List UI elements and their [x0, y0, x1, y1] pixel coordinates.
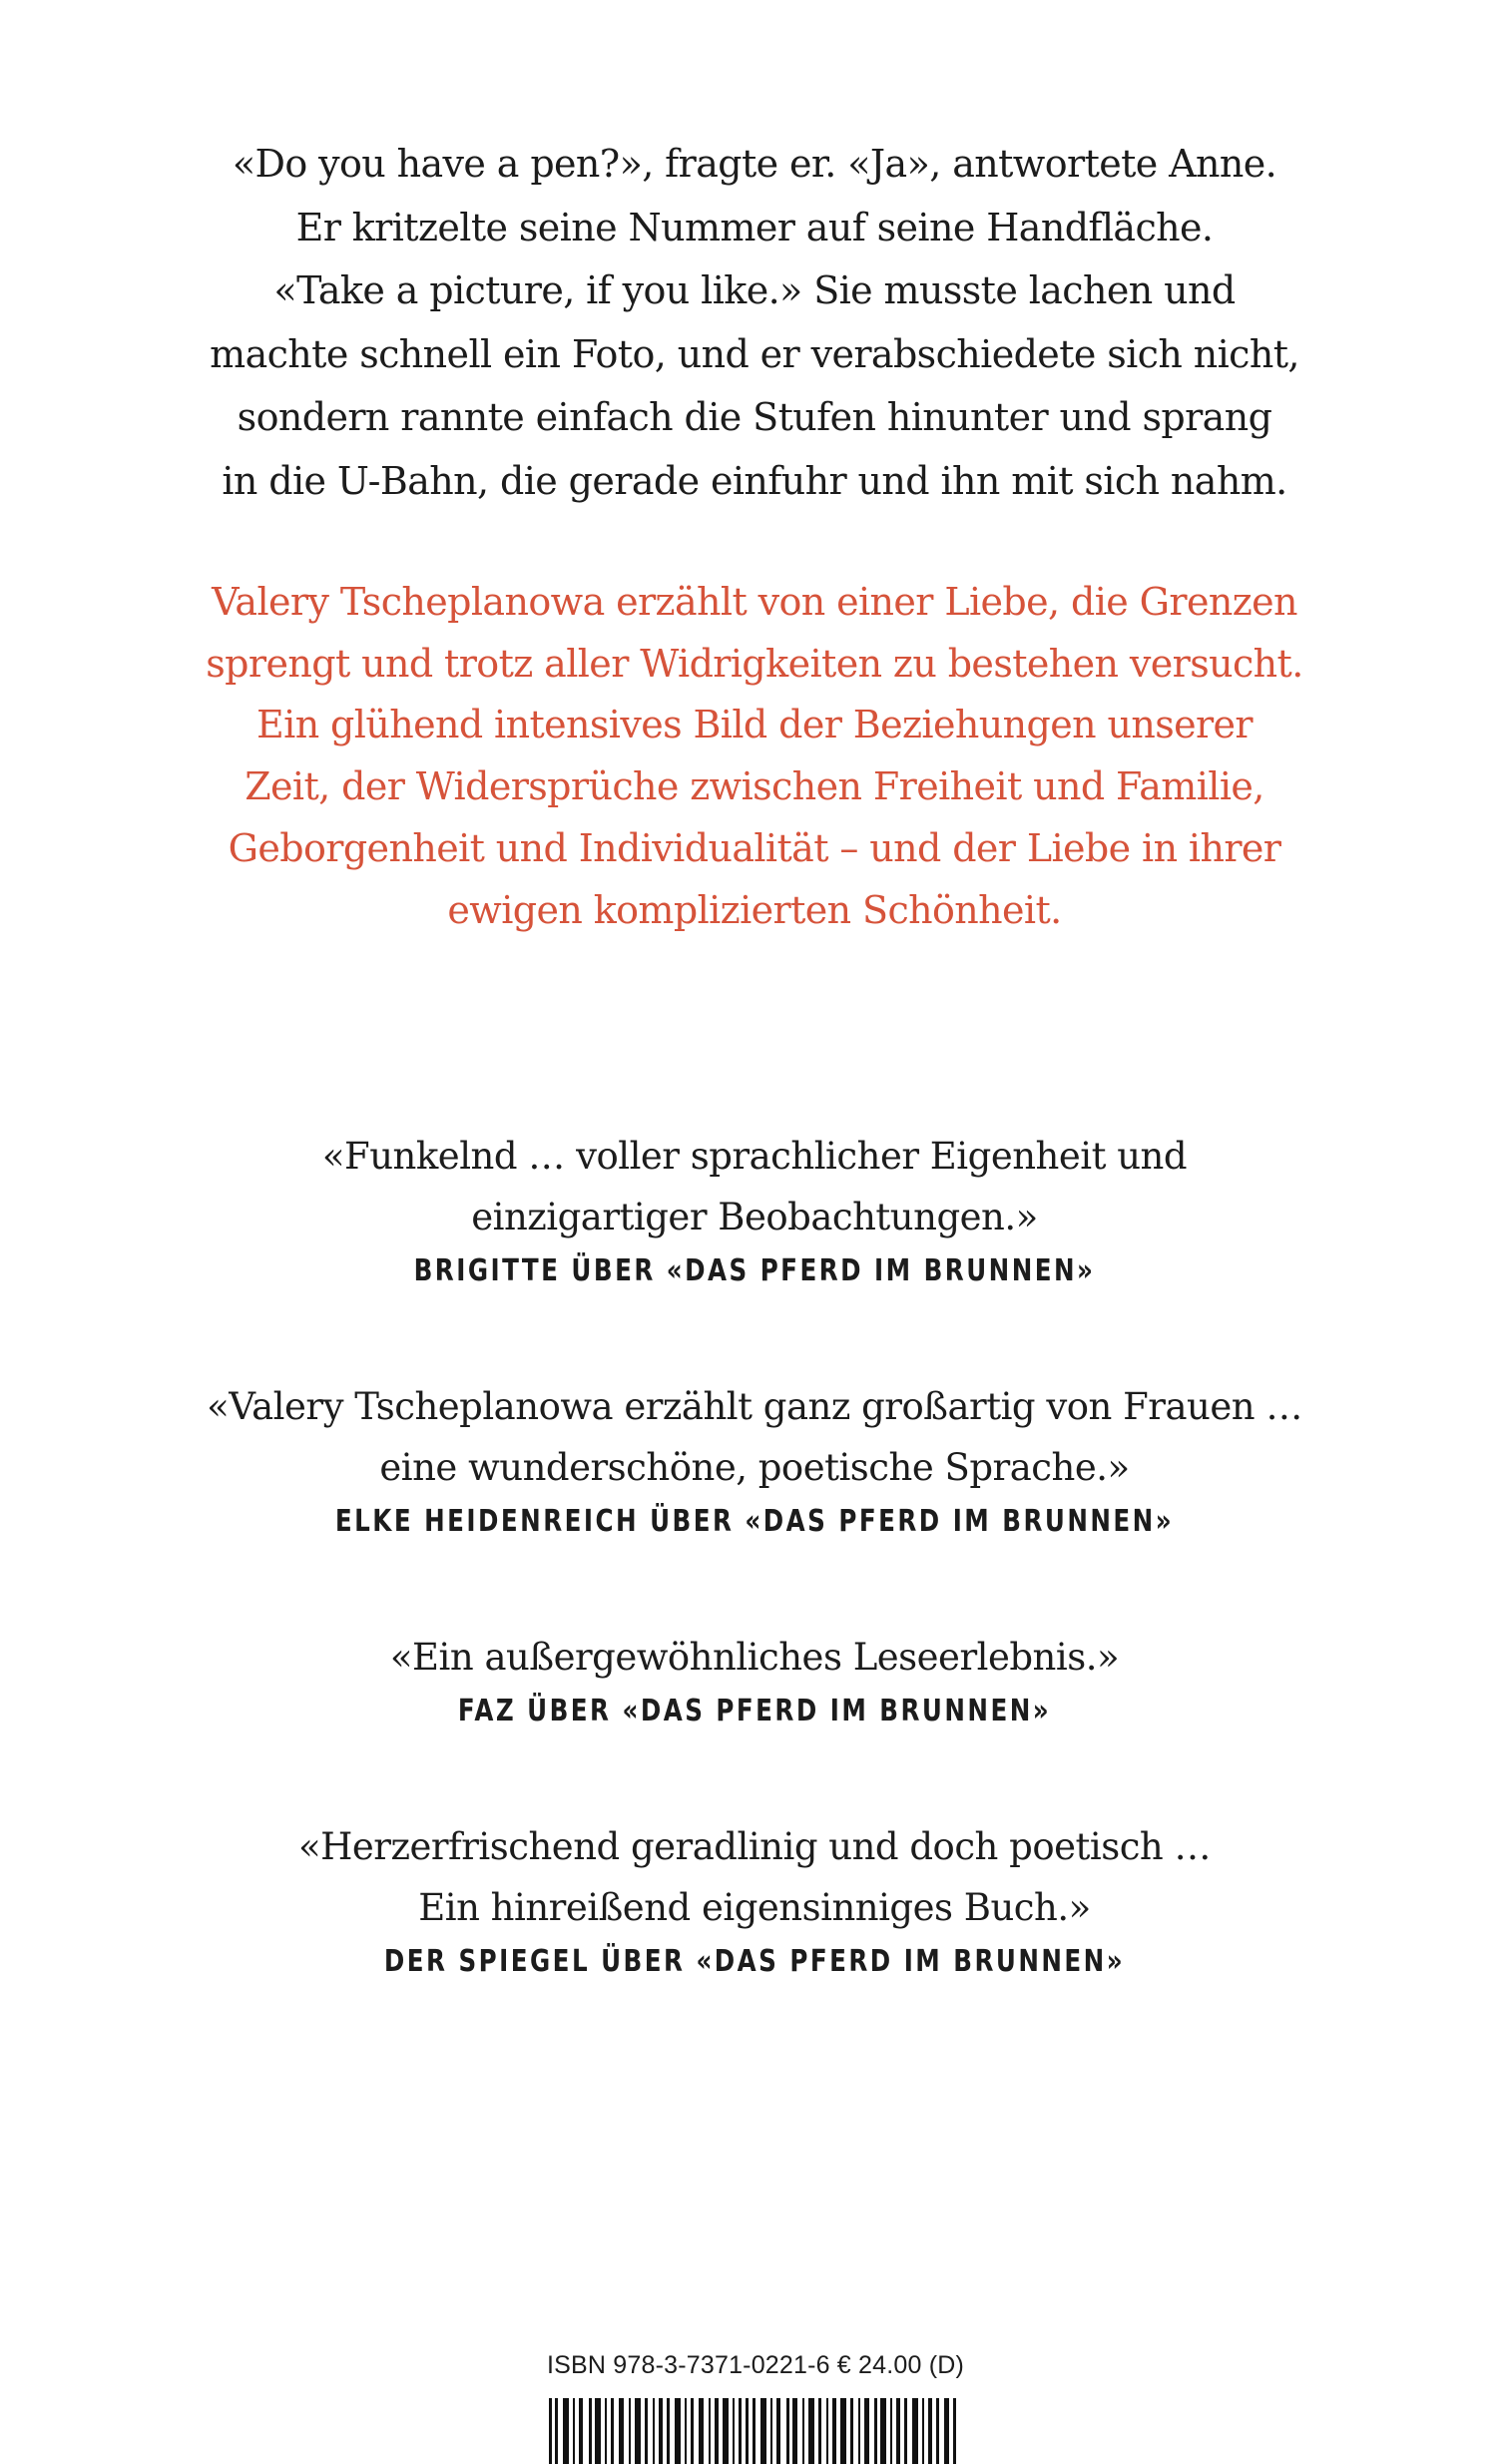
quote-source: BRIGITTE ÜBER «DAS PFERD IM BRUNNEN» [413, 1253, 1096, 1288]
quote-line: «Funkelnd … voller sprachlicher Eigenheit und [321, 1135, 1188, 1178]
press-quote-heidenreich [0, 1376, 1509, 1542]
quote-source: ELKE HEIDENREICH ÜBER «DAS PFERD IM BRUNNEN» [334, 1504, 1175, 1539]
quote-line: «Valery Tscheplanowa erzählt ganz großartig von Frauen … [207, 1385, 1302, 1428]
price-label: € 24.00 (D) [836, 2351, 964, 2379]
excerpt-passage [0, 133, 1509, 513]
quote-text [0, 1126, 1509, 1247]
excerpt-line: sondern rannte einfach die Stufen hinunter und sprang [237, 395, 1272, 439]
blurb-line: Geborgenheit und Individualität – und der Liebe in ihrer [228, 825, 1281, 870]
quote-line: «Herzerfrischend geradlinig und doch poetisch … [297, 1825, 1212, 1868]
quote-line: eine wunderschöne, poetische Sprache.» [379, 1446, 1130, 1489]
quote-text [0, 1627, 1509, 1688]
isbn-number: ISBN 978-3-7371-0221-6 [547, 2351, 830, 2379]
quote-line: einzigartiger Beobachtungen.» [471, 1196, 1038, 1238]
excerpt-line: «Take a picture, if you like.» Sie musste lachen und [273, 268, 1236, 312]
quote-line: Ein hinreißend eigensinniges Buch.» [418, 1886, 1091, 1929]
excerpt-line: Er kritzelte seine Nummer auf seine Handfläche. [295, 205, 1214, 249]
excerpt-line: in die U-Bahn, die gerade einfuhr und ihn mit sich nahm. [222, 458, 1287, 503]
barcode-icon [549, 2398, 960, 2464]
quote-line: «Ein außergewöhnliches Leseerlebnis.» [389, 1636, 1120, 1679]
blurb-line: Ein glühend intensives Bild der Beziehungen unserer [256, 703, 1253, 747]
excerpt-line: «Do you have a pen?», fragte er. «Ja», antwortete Anne. [232, 142, 1277, 186]
isbn-line [547, 2350, 964, 2380]
press-quote-spiegel [0, 1816, 1509, 1982]
blurb-line: ewigen komplizierten Schönheit. [447, 887, 1062, 932]
book-blurb [0, 572, 1509, 941]
press-quote-brigitte [0, 1126, 1509, 1291]
blurb-line: Valery Tscheplanowa erzählt von einer Liebe, die Grenzen [212, 580, 1297, 624]
isbn-barcode-box [547, 2350, 964, 2464]
excerpt-line: machte schnell ein Foto, und er verabschiedete sich nicht, [210, 331, 1299, 376]
blurb-line: sprengt und trotz aller Widrigkeiten zu bestehen versucht. [206, 641, 1303, 686]
quote-source: FAZ ÜBER «DAS PFERD IM BRUNNEN» [457, 1694, 1052, 1728]
press-quote-faz [0, 1627, 1509, 1731]
quote-text [0, 1376, 1509, 1498]
blurb-line: Zeit, der Widersprüche zwischen Freiheit und Familie, [245, 764, 1264, 809]
quote-source: DER SPIEGEL ÜBER «DAS PFERD IM BRUNNEN» [383, 1944, 1126, 1979]
quote-text [0, 1816, 1509, 1938]
